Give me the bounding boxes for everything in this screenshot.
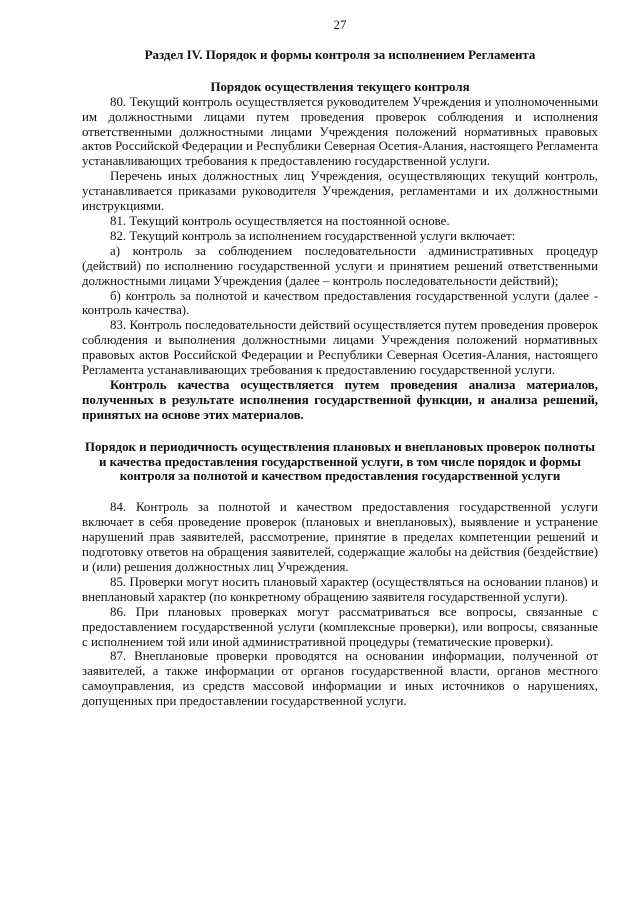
paragraph-87: 87. Внеплановые проверки проводятся на основании информации, полученной от заявителей, а также информации от органов государственной власти, органов местного самоуправления, из средств массовой информации и иных источников о нарушениях, допущенных при предоставлении государственной услуги. [82, 649, 598, 709]
paragraph-83: 83. Контроль последовательности действий осуществляется путем проведения проверок соблюдения и выполнения должностными лицами Учреждения положений нормативных правовых актов Российской Федерации и Республики Северная Осетия-Алания, настоящего Регламента устанавливающих требования к предоставлению государственной услуги. [82, 318, 598, 378]
page-number: 27 [333, 18, 347, 32]
subheading-current-control: Порядок осуществления текущего контроля [210, 79, 470, 94]
paragraph-84: 84. Контроль за полнотой и качеством предоставления государственной услуги включает в себя проведение проверок (плановых и внеплановых), выявление и устранение нарушений прав заявителей, рассмотрение, принятие в пределах компетенции решений и подготовку ответов на обращения заявителей, содержащие жалобы на действия (бездействие) и (или) решения должностных лиц Учреждения. [82, 500, 599, 574]
paragraph-quality-control: Контроль качества осуществляется путем проведения анализа материалов, полученных в результате исполнения государственной функции, и анализа решений, принятых на основе этих материалов. [82, 377, 598, 422]
paragraph-82-b: б) контроль за полнотой и качеством предоставления государственной услуги (далее - контроль качества). [82, 288, 598, 318]
paragraph-85: 85. Проверки могут носить плановый характер (осуществляться на основании планов) и внеплановый характер (по конкретному обращению заявителя государственной услуги). [82, 574, 598, 604]
paragraph-82: 82. Текущий контроль за исполнением государственной услуги включает: [110, 228, 516, 243]
paragraph-86: 86. При плановых проверках могут рассматриваться все вопросы, связанные с предоставлением государственной услуги (комплексные проверки), или вопросы, связанные с исполнением той или иной административной процедуры (тематические проверки). [82, 604, 598, 649]
paragraph-officials-list: Перечень иных должностных лиц Учреждения, осуществляющих текущий контроль, устанавливается приказами руководителя Учреждения, регламентами и их должностными инструкциями. [82, 169, 598, 214]
section-title: Раздел IV. Порядок и формы контроля за исполнением Регламента [144, 47, 536, 62]
paragraph-81: 81. Текущий контроль осуществляется на постоянной основе. [110, 213, 450, 228]
subheading-inspections: Порядок и периодичность осуществления плановых и внеплановых проверок полноты и качества предоставления государственной услуги, в том числе порядок и формы контроля за полнотой и качеством предоставления государственной услуги [84, 439, 596, 484]
paragraph-80: 80. Текущий контроль осуществляется руководителем Учреждения и уполномоченными им должностными лицами путем проведения проверок соблюдения и исполнения ответственными должностными лицами Учреждения положений нормативных правовых актов Российской Федерации и Республики Северная Осетия-Алания, настоящего Регламента устанавливающих требования к предоставлению государственной услуги. [82, 94, 598, 169]
paragraph-82-a: а) контроль за соблюдением последовательности административных процедур (действий) по исполнению государственной услуги и принятием решений ответственными должностными лицами Учреждения (далее – контроль последовательности действий); [82, 243, 598, 288]
document-page [82, 18, 598, 709]
